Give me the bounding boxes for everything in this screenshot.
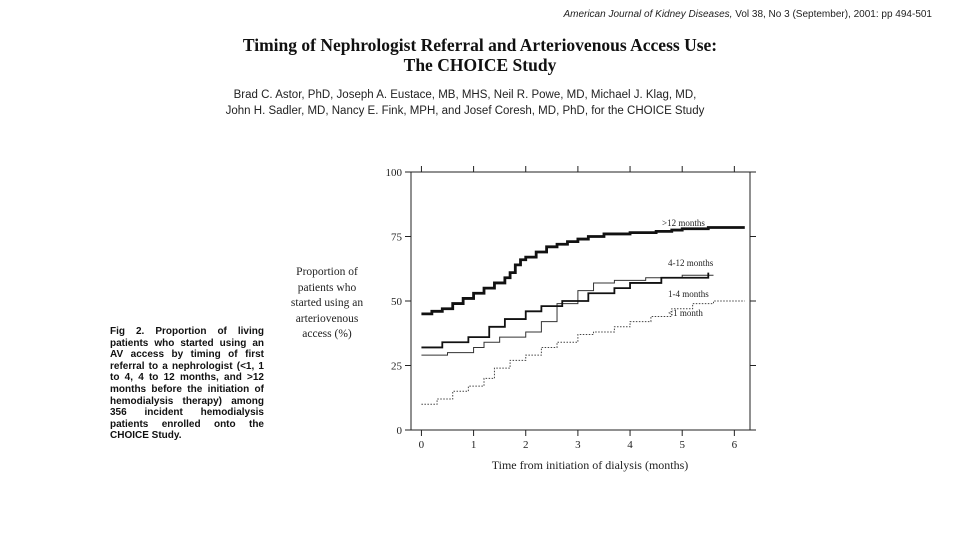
title-line-1: Timing of Nephrologist Referral and Arteriovenous Access Use: [242,35,718,55]
figure-number: Fig 2. [110,326,145,337]
authors-line-1: Brad C. Astor, PhD, Joseph A. Eustace, MB, MHS, Neil R. Powe, MD, Michael J. Klag, MD, [233,89,697,101]
series-label: 4-12 months [668,258,714,268]
y-tick-label: 0 [396,425,402,437]
y-axis-label-line: started using an [290,297,364,309]
y-axis-label-line: arteriovenous [295,312,359,325]
series-label: >12 months [662,218,705,228]
series-line-2 [421,273,708,348]
x-axis-label: Time from initiation of dialysis (months) [491,458,689,472]
x-tick-label: 3 [575,439,581,451]
series-label: <1 month [668,308,703,318]
y-tick-label: 75 [391,231,402,244]
x-tick-label: 1 [470,439,477,451]
journal-name: American Journal of Kidney Diseases, [563,9,733,20]
title-line-2: The CHOICE Study [403,55,557,75]
x-tick-label: 0 [418,439,425,451]
y-tick-label: 25 [391,360,402,373]
citation-details: Vol 38, No 3 (September), 2001: pp 494-501 [732,9,932,20]
y-tick-label: 100 [385,167,402,179]
y-axis-label-line: access (%) [302,328,352,340]
x-tick-label: 2 [522,439,529,451]
y-tick-label: 50 [391,296,402,308]
caption-text: Proportion of living patients who started using an AV access by timing of first referral to a nephrologist (<1, 1 to 4, 4 to 12 months, and >12 months before the initiation of hemodialysis therapy) among 356 incident hemodialysis patients enrolled onto the CHOICE Study. [110,326,264,442]
x-tick-label: 6 [731,439,738,451]
x-tick-label: 5 [679,439,685,451]
x-tick-label: 4 [627,439,633,451]
y-axis-label-line: patients who [297,281,357,294]
series-label: 1-4 months [668,289,709,299]
y-axis-label-line: Proportion of [296,266,358,278]
authors-line-2: John H. Sadler, MD, Nancy E. Fink, MPH, and Josef Coresh, MD, PhD, for the CHOICE Study [225,105,705,117]
